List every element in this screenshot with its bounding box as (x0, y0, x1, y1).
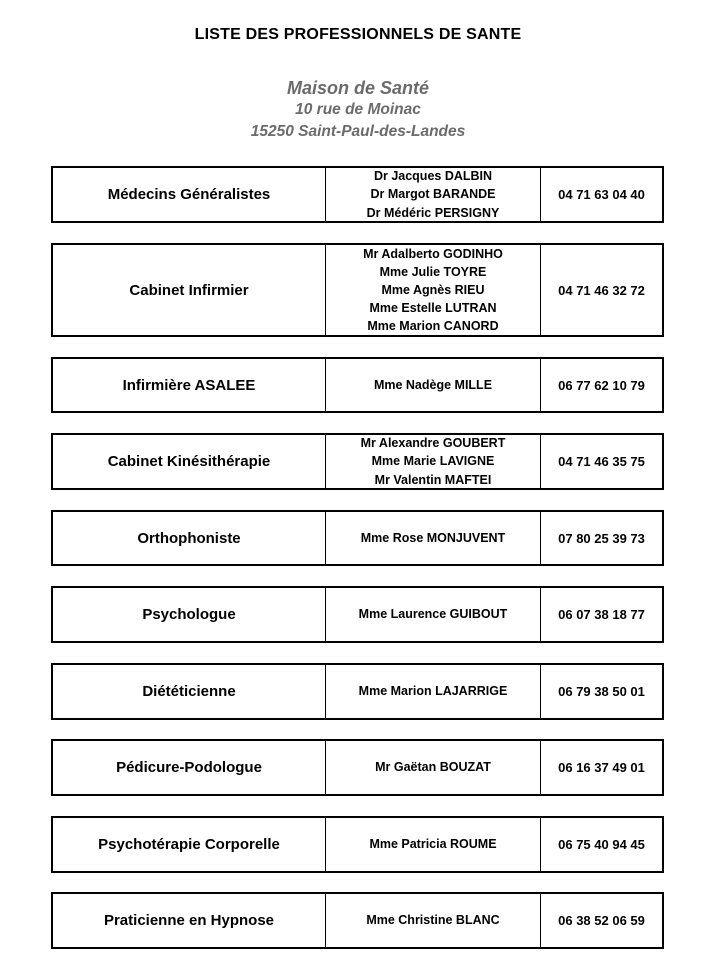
specialty-cell: Orthophoniste (53, 512, 326, 564)
practitioners-cell (326, 435, 541, 488)
practitioner-name: Dr Médéric PERSIGNY (366, 205, 500, 220)
practitioner-name: Mr Gaëtan BOUZAT (375, 760, 491, 775)
phone-cell: 04 71 63 04 40 (558, 187, 645, 202)
practitioner-name: Mme Marion CANORD (367, 319, 499, 334)
facility-city: 15250 Saint-Paul-des-Landes (250, 123, 466, 140)
specialty-cell: Psychologue (53, 588, 326, 641)
phone-cell: 06 38 52 06 59 (558, 913, 645, 928)
professional-row (51, 663, 664, 720)
practitioners-cell (326, 245, 541, 335)
practitioner-name: Mme Marie LAVIGNE (371, 454, 495, 469)
specialty-cell: Diététicienne (53, 665, 326, 718)
professional-row (51, 892, 664, 949)
practitioner-name: Mme Estelle LUTRAN (369, 301, 497, 316)
practitioners-cell (326, 588, 541, 641)
practitioners-cell (326, 894, 541, 947)
phone-cell: 06 16 37 49 01 (558, 760, 645, 775)
practitioner-name: Mme Marion LAJARRIGE (358, 684, 508, 699)
practitioner-name: Dr Jacques DALBIN (373, 169, 493, 184)
specialty-cell: Pédicure-Podologue (53, 741, 326, 794)
phone-cell: 04 71 46 32 72 (558, 282, 645, 298)
facility-address: 10 rue de Moinac (295, 101, 421, 118)
professional-row (51, 816, 664, 873)
facility-name: Maison de Santé (286, 78, 430, 98)
practitioners-cell (326, 359, 541, 411)
phone-cell: 06 75 40 94 45 (558, 837, 645, 852)
professional-row (51, 166, 664, 223)
professional-row (51, 510, 664, 566)
phone-cell: 07 80 25 39 73 (558, 530, 645, 546)
practitioner-name: Mme Christine BLANC (366, 913, 500, 928)
phone-cell: 04 71 46 35 75 (558, 454, 645, 469)
specialty-cell: Psychotérapie Corporelle (53, 818, 326, 871)
professional-row (51, 433, 664, 490)
specialty-cell: Praticienne en Hypnose (53, 894, 326, 947)
practitioners-cell (326, 741, 541, 794)
practitioner-name: Mr Adalberto GODINHO (363, 246, 503, 261)
practitioner-name: Mme Julie TOYRE (379, 264, 487, 279)
professional-row (51, 357, 664, 413)
phone-cell: 06 79 38 50 01 (558, 684, 645, 699)
specialty-cell: Cabinet Kinésithérapie (53, 435, 326, 488)
phone-cell: 06 77 62 10 79 (558, 377, 645, 393)
practitioner-name: Mme Agnès RIEU (381, 282, 485, 297)
practitioners-cell (326, 818, 541, 871)
specialty-cell: Médecins Généralistes (53, 168, 326, 221)
practitioners-cell (326, 665, 541, 718)
practitioners-cell (326, 168, 541, 221)
practitioner-name: Mme Laurence GUIBOUT (358, 607, 508, 622)
practitioner-name: Mr Valentin MAFTEI (374, 472, 492, 487)
professional-row (51, 243, 664, 337)
practitioner-name: Mme Patricia ROUME (369, 837, 497, 852)
professional-row (51, 739, 664, 796)
phone-cell: 06 07 38 18 77 (558, 607, 645, 622)
practitioner-name: Mr Alexandre GOUBERT (360, 436, 506, 451)
practitioner-name: Dr Margot BARANDE (370, 187, 496, 202)
professional-row (51, 586, 664, 643)
specialty-cell: Infirmière ASALEE (53, 359, 326, 411)
practitioner-name: Mme Nadège MILLE (373, 377, 493, 392)
practitioners-cell (326, 512, 541, 564)
specialty-cell: Cabinet Infirmier (53, 245, 326, 335)
page-title: LISTE DES PROFESSIONNELS DE SANTE (194, 26, 522, 43)
practitioner-name: Mme Rose MONJUVENT (360, 530, 506, 545)
